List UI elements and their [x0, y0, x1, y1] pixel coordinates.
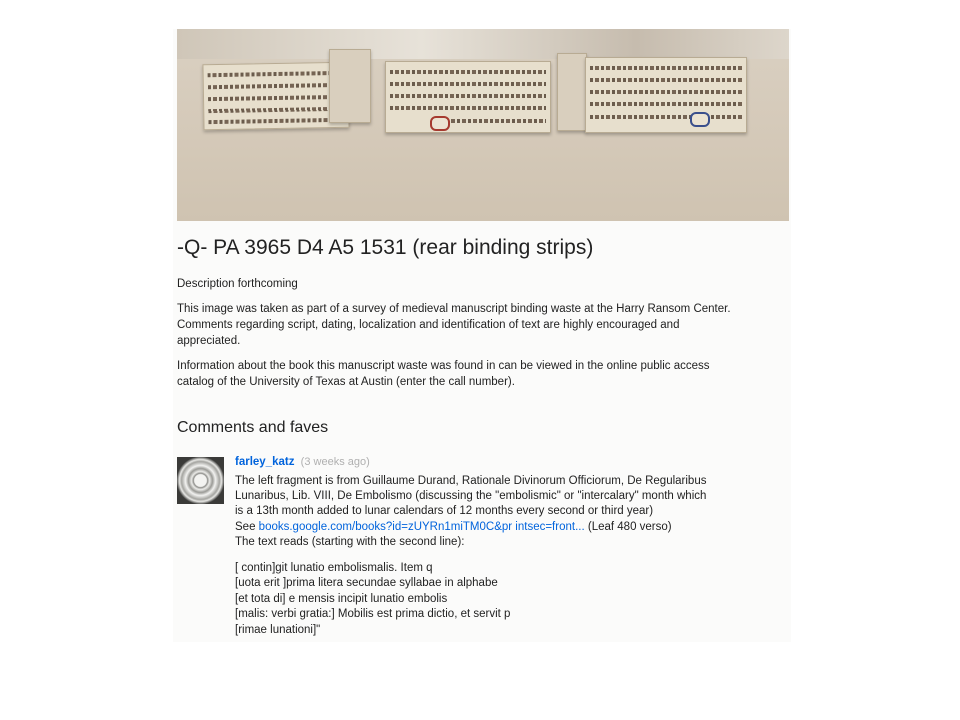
comment-see-line [235, 520, 672, 535]
binding-tab-right [557, 53, 587, 131]
see-prefix: See [235, 521, 256, 533]
binding-tab-left [329, 49, 371, 123]
quote-line: [rimae lunationi]" [235, 624, 321, 636]
comment-text-line: Lunaribus, Lib. VIII, De Embolismo (discussing the "embolismic" or "intercalary" month which [235, 490, 707, 502]
comment-author-link[interactable]: farley_katz [235, 456, 295, 468]
binding-strip-middle [385, 61, 551, 133]
quote-line: [et tota di] e mensis incipit lunatio embolis [235, 593, 448, 605]
description-line: Description forthcoming [177, 278, 298, 290]
ammonite-fossil-avatar[interactable] [177, 457, 224, 504]
comment-text-line: is a 13th month added to lunar calendars of 12 months every second or third year) [235, 505, 654, 517]
description-paragraph: This image was taken as part of a survey of medieval manuscript binding waste at the Harry Ransom Center. Comments regarding script, dating, localization and identification of text are highly encouraged and appreciated. [177, 303, 731, 347]
catalog-paragraph: Information about the book this manuscript waste was found in can be viewed in the online public access catalog of the University of Texas at Austin (enter the call number). [177, 360, 710, 388]
quote-line: [ contin]git lunatio embolismalis. Item q [235, 562, 433, 574]
leaf-reference: (Leaf 480 verso) [587, 521, 672, 533]
photo-title: -Q- PA 3965 D4 A5 1531 (rear binding strips) [177, 236, 594, 259]
google-books-link[interactable]: books.google.com/books?id=zUYRn1miTM0C&pr intsec=front... [258, 521, 585, 533]
comments-heading: Comments and faves [177, 419, 329, 436]
binding-strip-left [202, 62, 349, 131]
photo-page [173, 29, 791, 642]
comment-text-line: The text reads (starting with the second line): [235, 536, 465, 548]
book-edge [177, 29, 789, 59]
quote-line: [uota erit ]prima litera secundae syllabae in alphabe [235, 577, 498, 589]
comment-text-line: The left fragment is from Guillaume Durand, Rationale Divinorum Officiorum, De Regularibus [235, 475, 707, 487]
manuscript-photo[interactable] [177, 29, 789, 221]
quote-line: [malis: verbi gratia:] Mobilis est prima dictio, et servit p [235, 608, 511, 620]
binding-strip-right [585, 57, 747, 133]
comment-header [235, 456, 370, 468]
comment-timestamp: (3 weeks ago) [300, 456, 370, 468]
